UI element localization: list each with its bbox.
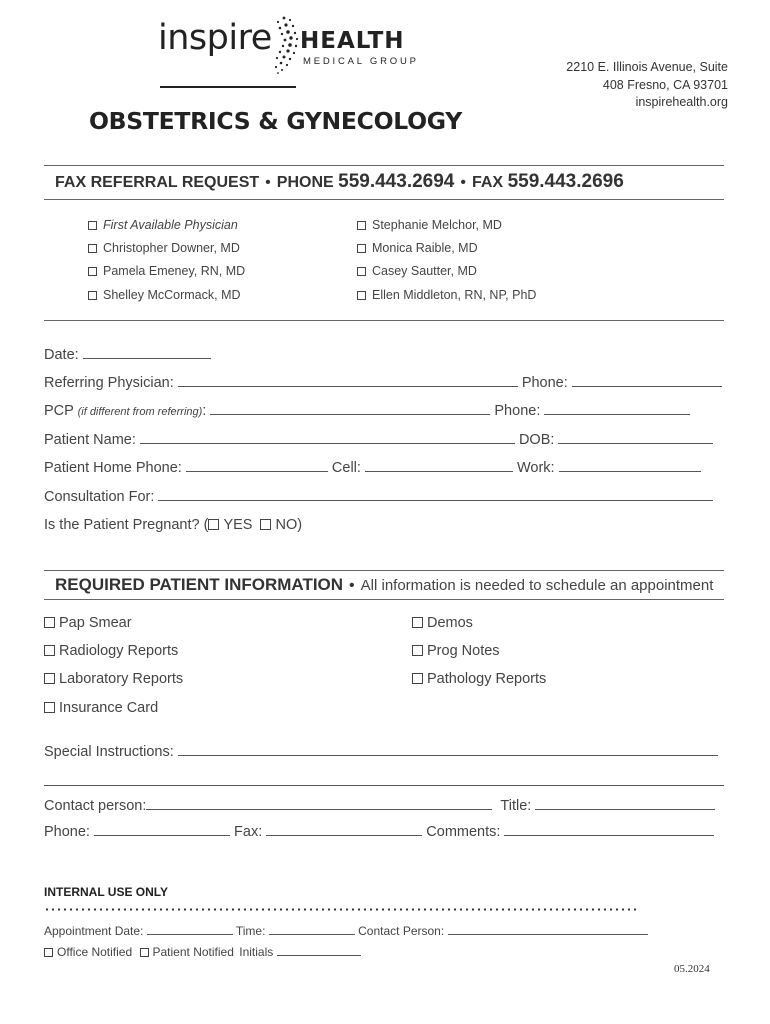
appointment-date-label: Appointment Date: [44,924,144,938]
pcp-row [44,402,690,419]
checkbox[interactable] [88,244,97,253]
patient-notified-checkbox[interactable] [140,948,149,957]
checkbox[interactable] [88,221,97,230]
physician-option[interactable] [357,264,477,278]
patient-name-label: Patient Name: [44,432,136,448]
required-item-insurance[interactable] [44,700,158,716]
logo-dots-icon [266,12,302,76]
date-row [44,346,211,363]
physician-label: First Available Physician [103,218,238,232]
required-item-radiology[interactable] [44,643,178,659]
version-code: 05.2024 [674,963,710,975]
referring-physician-label: Referring Physician: [44,375,174,391]
checkbox[interactable] [44,673,55,684]
checkbox[interactable] [44,702,55,713]
pregnant-row [44,517,302,533]
dob-field[interactable] [558,431,713,444]
physician-option[interactable] [88,288,241,302]
checkbox[interactable] [357,221,366,230]
special-instructions-label: Special Instructions: [44,744,174,760]
dotted-divider [44,908,640,911]
pcp-note: (if different from referring) [77,406,203,418]
department-title: OBSTETRICS & GYNECOLOGY [89,107,462,135]
initials-field[interactable] [277,943,361,956]
phone-label: Phone: [494,403,541,419]
checkbox[interactable] [88,291,97,300]
checkbox[interactable] [357,267,366,276]
item-label: Pathology Reports [427,671,547,687]
physician-label: Ellen Middleton, RN, NP, PhD [372,288,537,302]
checkbox[interactable] [44,645,55,656]
no-label: NO) [275,517,303,533]
required-item-pap-smear[interactable] [44,615,132,631]
separator: • [460,174,466,191]
appointment-row [44,922,648,938]
checkbox[interactable] [412,673,423,684]
logo-health: HEALTH [300,28,405,54]
pcp-field[interactable] [210,402,490,415]
required-item-laboratory[interactable] [44,671,183,687]
required-title: REQUIRED PATIENT INFORMATION [55,575,344,594]
website: inspirehealth.org [635,95,728,109]
phone-label: PHONE [276,174,334,191]
required-item-demos[interactable] [412,615,473,631]
checkbox[interactable] [412,645,423,656]
comments-field[interactable] [504,823,714,836]
internal-contact-field[interactable] [448,922,648,935]
contact-phone-field[interactable] [94,823,230,836]
separator: • [349,577,355,594]
divider [44,570,724,571]
no-checkbox[interactable] [260,519,271,530]
physician-label: Stephanie Melchor, MD [372,218,502,232]
contact-phone-label: Phone: [44,824,90,840]
physician-option[interactable] [357,241,478,255]
title-field[interactable] [535,797,715,810]
fax-number: 559.443.2696 [507,171,624,192]
checkbox[interactable] [44,617,55,628]
cell-field[interactable] [365,459,513,472]
checkbox[interactable] [88,267,97,276]
special-instructions-field[interactable] [178,743,718,756]
required-subtitle: All information is needed to schedule an appointment [360,577,714,594]
date-field[interactable] [83,346,211,359]
divider [44,165,724,166]
contact-phone-row [44,823,714,840]
divider [44,199,724,200]
physician-option[interactable] [88,264,245,278]
fax-label: FAX [471,174,504,191]
notified-row [44,943,361,959]
physician-label: Monica Raible, MD [372,241,478,255]
contact-fax-field[interactable] [266,823,422,836]
physician-option[interactable] [88,241,240,255]
item-label: Prog Notes [427,643,500,659]
separator: • [265,174,271,191]
initials-label: Initials [239,945,274,959]
contact-fax-label: Fax: [234,824,263,840]
contact-person-label: Contact person: [44,798,147,814]
physician-label: Shelley McCormack, MD [103,288,241,302]
internal-use-heading: INTERNAL USE ONLY [44,885,169,899]
phone-label: Phone: [521,375,568,391]
dob-label: DOB: [518,432,555,448]
title-label: Title: [500,798,532,814]
item-label: Radiology Reports [59,643,179,659]
logo-group: MEDICAL GROUP [303,56,419,67]
special-instructions-line[interactable] [44,785,724,786]
time-field[interactable] [269,922,355,935]
address-line-1: 2210 E. Illinois Avenue, Suite [566,60,728,74]
fax-referral-label: FAX REFERRAL REQUEST [55,174,260,191]
logo [158,10,428,90]
pcp-colon: : [202,403,207,419]
phones-row [44,459,701,476]
pcp-label: PCP [44,403,74,419]
time-label: Time: [235,924,266,938]
yes-checkbox[interactable] [208,519,219,530]
consultation-row [44,488,713,505]
item-label: Insurance Card [59,700,159,716]
item-label: Demos [427,615,473,631]
referring-row [44,374,722,391]
checkbox[interactable] [357,244,366,253]
patient-name-row [44,431,713,448]
comments-label: Comments: [426,824,501,840]
cell-label: Cell: [331,460,361,476]
required-item-pathology[interactable] [412,671,546,687]
special-instructions-row [44,743,718,760]
home-phone-label: Patient Home Phone: [44,460,182,476]
fax-referral-header [55,171,624,193]
address-line-2: 408 Fresno, CA 93701 [602,77,728,92]
yes-label: YES [223,517,253,533]
work-label: Work: [516,460,555,476]
physician-label: Casey Sautter, MD [372,264,477,278]
physician-label: Pamela Emeney, RN, MD [103,264,246,278]
internal-contact-label: Contact Person: [358,924,445,938]
work-field[interactable] [559,459,701,472]
patient-notified-label: Patient Notified [152,945,234,959]
referring-physician-field[interactable] [178,374,518,387]
appointment-date-field[interactable] [147,922,233,935]
office-notified-label: Office Notified [57,945,133,959]
physician-option[interactable] [357,288,536,302]
consultation-label: Consultation For: [44,489,155,505]
patient-name-field[interactable] [140,431,515,444]
physician-option[interactable] [357,218,502,232]
home-phone-field[interactable] [186,459,328,472]
checkbox[interactable] [412,617,423,628]
contact-person-row [44,797,715,814]
phone-number: 559.443.2694 [338,171,455,192]
physician-option[interactable] [88,218,238,232]
consultation-field[interactable] [158,488,713,501]
logo-underline [160,86,296,88]
divider [44,599,724,600]
pregnant-question: Is the Patient Pregnant? ( [44,517,209,533]
item-label: Laboratory Reports [59,671,184,687]
contact-person-field[interactable] [146,797,492,810]
office-notified-checkbox[interactable] [44,948,53,957]
date-label: Date: [44,347,79,363]
required-item-prog-notes[interactable] [412,643,500,659]
required-info-header [55,575,713,595]
address-block [566,59,728,112]
referring-phone-field[interactable] [572,374,722,387]
pcp-phone-field[interactable] [544,402,690,415]
checkbox[interactable] [357,291,366,300]
logo-word: inspire [158,18,272,58]
physician-label: Christopher Downer, MD [103,241,240,255]
item-label: Pap Smear [59,615,132,631]
divider [44,320,724,321]
